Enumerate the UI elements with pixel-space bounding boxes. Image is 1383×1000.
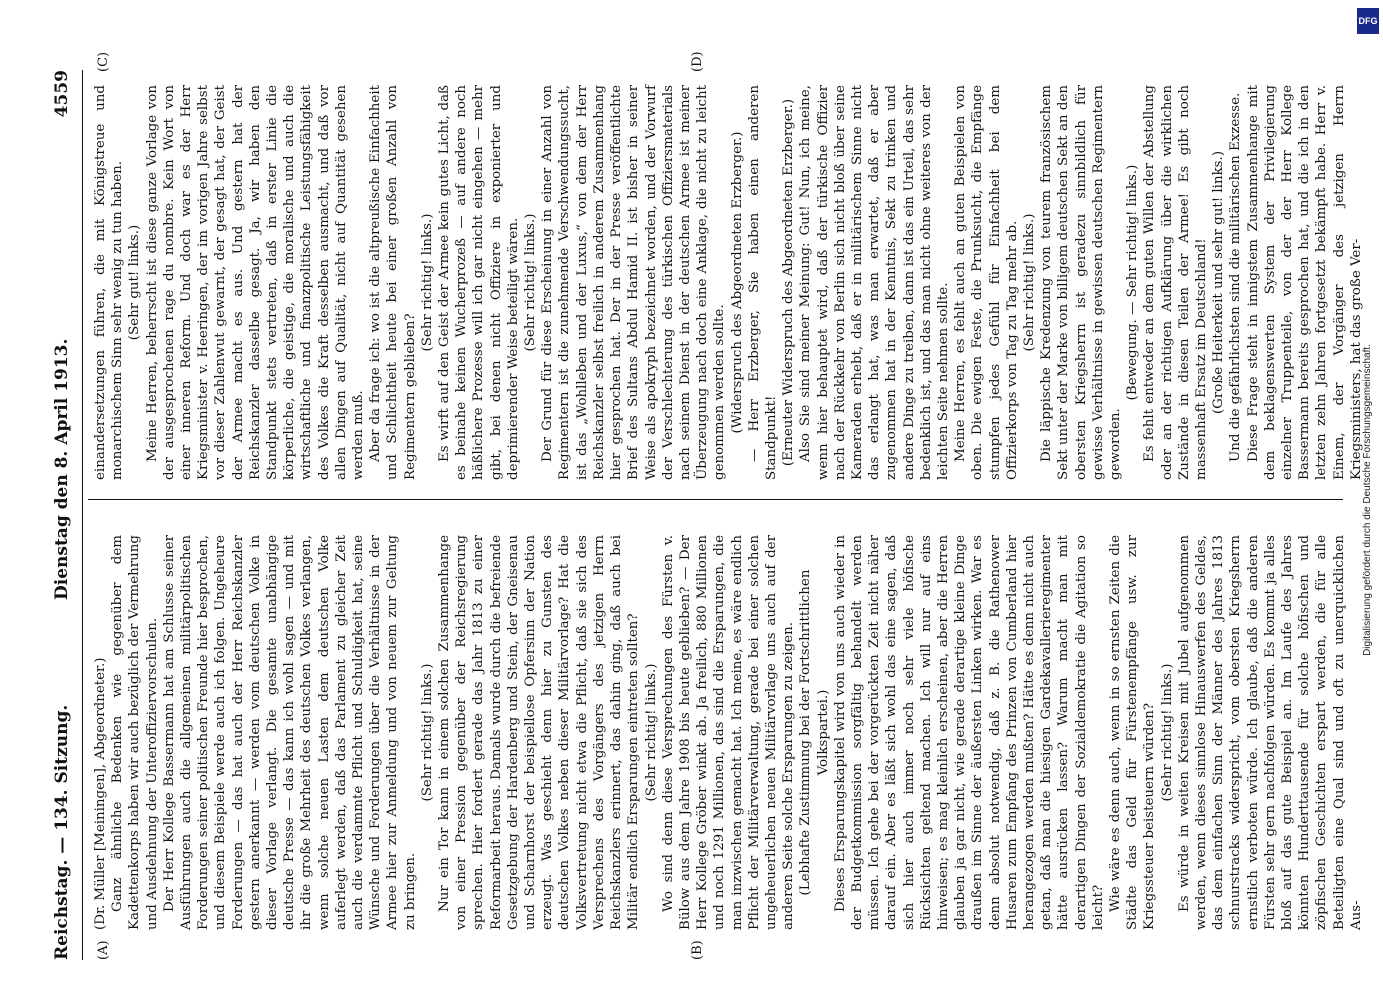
interjection: (Sehr richtig! links.) (1021, 213, 1037, 352)
interjection: (Sehr richtig! links.) (1159, 663, 1175, 802)
paragraph: Also Sie sind meiner Meinung: Gut! Nun, ich meine, wenn hier behauptet wird, daß der türkische Offizier nach der Rückkehr von Berlin sich nicht bloß über seine Kameraden erhebt, daß er in militärischem Sinne nicht das erlangt hat, was man erwartet, daß er aber zugenommen hat in der Kenntnis, Sekt zu trinken und andere Dinge zu treiben, dann ist das ein Urteil, das sehr bedenklich ist, und das man nicht ohne weiteres von der leichten Seite nehmen sollte. (798, 85, 951, 480)
paragraph: Die läppische Kredenzung von teurem französischem Sekt unter der Marke von billigem deutschen Sekt an den obersten Kriegsherrn ist geradezu sinnbildlich für gewisse Verhältnisse in gewissen deutschen Regimentern geworden. (1039, 85, 1123, 480)
column-divider (88, 499, 1343, 500)
paragraph: Nur ein Tor kann in einem solchen Zusammenhange von einer Pression gegenüber der Reichsregierung sprechen. Hier fordert gerade das Jahr 1813 zu einer Reformarbeit heraus. Damals wurde durch die befreiende Gesetzgebung der Hardenberg und Stein, der Gneisenau und Scharnhorst der beispiellose Opfersinn der Nation erzeugt. Was geschieht denn hier zu Gunsten des deutschen Volkes neben dieser Militärvorlage? Hat die Volksvertretung nicht etwa die Pflicht, daß sie sich des Versprechens des Vorgängers des jetzigen Herrn Reichskanzlers erinnert, das dahin ging, daß auch bei Militär endlich Ersparungen eintreten sollten? (437, 535, 642, 930)
header-date: Dienstag den 8. April 1913. (52, 338, 72, 600)
paragraph: Es fehlt entweder an dem guten Willen der Abstellung oder an der richtigen Aufklärung über die wirklichen Zustände in diesen Teilen der Armee! Es gibt noch massenhaft Ersatz im Deutschland! (1142, 85, 1209, 480)
margin-mark-c: (C) (96, 51, 111, 72)
credit-text: Digitalisierung gefördert durch die Deutsche Forschungsgemeinschaft. (1362, 344, 1373, 656)
page-number: 4559 (52, 70, 72, 118)
paragraph: Wo sind denn diese Versprechungen des Fürsten v. Bülow aus dem Jahre 1908 bis heute geblieben? — Der Herr Kollege Gröber winkt ab. Ja freilich, 880 Millionen und noch 1291 Millionen, das sind die Ersparungen, die man inzwischen gemacht hat. Ich meine, es wäre endlich Pflicht der Militärverwaltung, gerade bei einer solchen ungeheuerlichen neuen Militärvorlage uns auch auf der anderen Seite solche Ersparungen zu zeigen. (660, 535, 797, 930)
paragraph: Der Grund für diese Erscheinung in einer Anzahl von Regimentern ist die zunehmende Verschwendungssucht, ist das „Wohlleben und der Luxus,“ von dem der Herr Reichskanzler selbst freilich in anderem Zusammenhang hier gesprochen hat. Der in der Presse veröffentlichte Brief des Sultans Abdul Hamid II. ist bisher in seiner Weise als apokryph bezeichnet worden, und der Vorwurf der Verschlechterung des türkischen Offiziersmaterials nach seinem Dienst in der deutschen Armee ist meiner Überzeugung nach doch eine Anklage, die nicht zu leicht genommen werden sollte. (540, 85, 728, 480)
header-rule (82, 70, 83, 960)
paragraph: — Herr Erzberger, Sie haben einen anderen Standpunkt! (746, 85, 779, 480)
paragraph: einandersetzungen führen, die mit Königstreue und monarchischem Sinn sehr wenig zu tun haben. (93, 85, 126, 480)
interjection: (Sehr richtig! links.) (643, 663, 659, 802)
speaker-line: (Dr. Müller [Meiningen], Abgeordneter.) (93, 657, 108, 930)
interjection: (Lebhafte Zustimmung bei der Fortschrittlichen Volkspartei.) (798, 569, 831, 896)
interjection: (Sehr richtig! links.) (523, 213, 539, 352)
paragraph: Es würde in weiten Kreisen mit Jubel aufgenommen werden, wenn dieses sinnlose Hinauswerfen des Geldes, das dem einfachen Sinn der Männer des Jahres 1813 schnurstracks widerspricht, vom obersten Kriegsherrn ernstlich verboten würde. Ich glaube, daß die anderen Fürsten sehr gern nachfolgen würden. Es kommt ja alles bloß auf das gute Beispiel an. Im Laufe des Jahres könnten Hunderttausende für solche höfischen und zöpfischen Geschichten erspart werden, die für alle Beteiligten eine Qual sind und oft zu unerquicklichen Aus- (1176, 535, 1364, 930)
interjection: (Widerspruch des Abgeordneten Erzberger.) (729, 131, 745, 434)
margin-mark-a: (A) (96, 940, 111, 960)
paragraph: Wie wäre es denn auch, wenn in so ernsten Zeiten die Städte das Geld für Fürstenempfänge usw. zur Kriegssteuer beisteuern würden? (1107, 535, 1158, 930)
paragraph: Und die gefährlichsten sind die militärischen Exzesse. (1228, 92, 1244, 462)
paragraph: Es wirft auf den Geist der Armee kein gutes Licht, daß es beinahe keinen Wucherprozeß — auf andere noch häßlichere Prozesse will ich gar nicht eingehen — mehr gibt, bei denen nicht Offiziere in exponierter und deprimierender Weise beteiligt wären. (437, 85, 521, 480)
paragraph: Meine Herren, beherrscht ist diese ganze Vorlage von der ausgesprochenen rage du nombre. Kein Wort von einer inneren Reform. Und doch war es der Herr Kriegsminister v. Heeringen, der im vorigen Jahre selbst vor dieser Zahlenwut gewarnt, der gesagt hat, der Geist der Armee macht es aus. Und gestern hat der Reichskanzler dasselbe gesagt. Ja, wir haben den Standpunkt stets vertreten, daß in erster Linie die körperliche, die geistige, die moralische und auch die wirtschaftliche und finanzpolitische Leistungsfähigkeit des Volkes die Kraft desselben ausmacht, und daß vor allen Dingen auf Qualität, nicht auf Quantität gesehen werden muß. (144, 85, 367, 480)
page-header (48, 70, 82, 960)
paragraph: Diese Frage steht in innigstem Zusammenhange mit dem beklagenswerten System der Privilegierung einzelner Truppenteile, von der der Herr Kollege Bassermann bereits gesprochen hat, und die ich in den letzten zehn Jahren fortgesetzt bekämpft habe. Herr v. Einem, der Vorgänger des jetzigen Herrn Kriegsministers, hat das große Ver- (1245, 85, 1364, 480)
paragraph: Meine Herren, es fehlt auch an guten Beispielen von oben. Die ewigen Feste, die Prunksucht, die Empfänge stumpfen jedes Gefühl für Einfachheit bei dem Offizierkorps von Tag zu Tag mehr ab. (953, 85, 1020, 480)
interjection: (Sehr richtig! links.) (419, 663, 435, 802)
margin-mark-d: (D) (690, 51, 705, 72)
paragraph: Ganz ähnliche Bedenken wie gegenüber dem Kadettenkorps haben wir auch bezüglich der Vermehrung und Ausdehnung der Unteroffiziervorschulen. (110, 535, 160, 930)
paragraph: Der Herr Kollege Bassermann hat am Schlusse seiner Ausführungen auch die allgemeinen militärpolitischen Forderungen seiner politischen Freunde hier besprochen, und diesem Beispiele werde auch ich folgen. Ungeheure Forderungen — das hat auch der Herr Reichskanzler gestern anerkannt — werden vom deutschen Volke in dieser Vorlage verlangt. Die gesamte unabhängige deutsche Presse — das kann ich wohl sagen — und mit ihr die große Mehrheit des deutschen Volkes verlangen, wenn solche neuen Lasten dem deutschen Volke auferlegt werden, daß das Parlament zu gleicher Zeit auch die verdammte Pflicht und Schuldigkeit hat, seine Wünsche und Forderungen über die Verhältnisse in der Armee hier zur Anmeldung und von neuem zur Geltung zu bringen. (161, 535, 418, 930)
interjection: (Große Heiterkeit und sehr gut! links.) (1211, 150, 1227, 415)
digitization-credit (1353, 0, 1383, 1000)
interjection: (Erneuter Widerspruch des Abgeordneten Erzberger.) (781, 98, 797, 467)
paragraph: Aber da frage ich: wo ist die altpreußische Einfachheit und Schlichtheit heute bei einer großen Anzahl von Regimentern geblieben? (368, 85, 418, 480)
header-session-title: Reichstag. — 134. Sitzung. (52, 704, 72, 960)
interjection: (Sehr richtig! links.) (419, 213, 435, 352)
right-text-column (92, 85, 1364, 480)
paragraph: Dieses Ersparungskapitel wird von uns auch wieder in der Budgetkommission sorgfältig behandelt werden müssen. Ich gehe bei der vorgerückten Zeit nicht näher darauf ein. Aber es läßt sich wohl das eine sagen, daß sich hier auch immer noch sehr viele höfische Rücksichten geltend machen. Ich will nur auf eins hinweisen; es mag kleinlich erscheinen, aber die Herren glauben ja gar nicht, wie gerade derartige kleine Dinge draußen im Sinne der äußersten Linken wirken. War es denn absolut notwendig, daß z. B. die Rathenower Husaren zum Empfang des Prinzen von Cumberland hier herangezogen werden mußten? Hätte es denn nicht auch getan, daß man die hiesigen Gardekavallerieregimenter hätte ausrücken lassen? Warum macht man mit derartigen Dingen der Sozialdemokratie die Agitation so leicht? (832, 535, 1106, 930)
interjection: (Sehr gut! links.) (127, 224, 143, 341)
dfg-logo: DFG (1357, 8, 1379, 34)
interjection: (Bewegung. — Sehr richtig! links.) (1125, 164, 1141, 401)
left-text-column (92, 535, 1364, 930)
margin-mark-b: (B) (690, 940, 705, 960)
